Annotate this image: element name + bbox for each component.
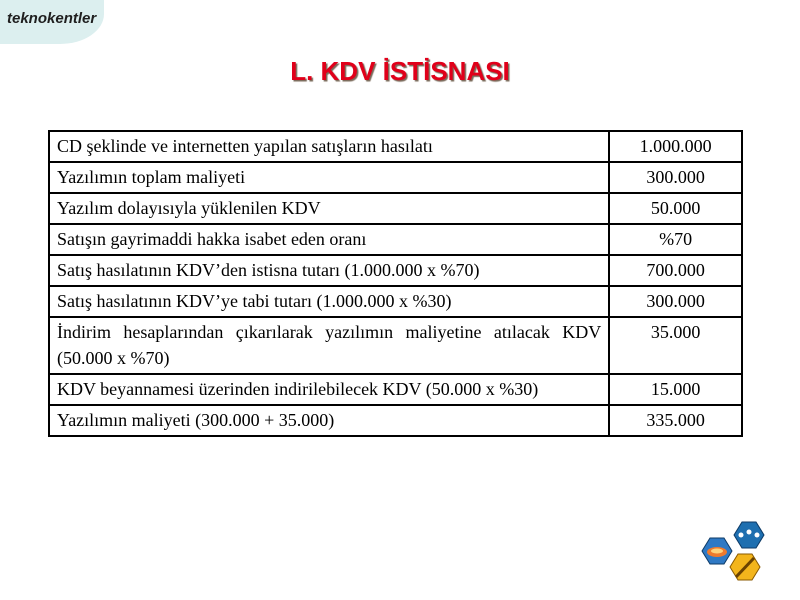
row-value: 335.000 xyxy=(609,405,742,436)
table-row xyxy=(49,255,742,286)
table-row xyxy=(49,374,742,405)
row-value: 35.000 xyxy=(609,317,742,374)
row-label: CD şeklinde ve internetten yapılan satışların hasılatı xyxy=(49,131,609,162)
table-row xyxy=(49,224,742,255)
row-label: İndirim hesaplarından çıkarılarak yazılımın maliyetine atılacak KDV (50.000 x %70) xyxy=(49,317,609,374)
row-value: 700.000 xyxy=(609,255,742,286)
brand-tab xyxy=(0,0,104,44)
row-label: Satışın gayrimaddi hakka isabet eden oranı xyxy=(49,224,609,255)
brand-name: teknokentler xyxy=(7,10,97,27)
row-label: Yazılımın toplam maliyeti xyxy=(49,162,609,193)
table-row xyxy=(49,131,742,162)
table-row xyxy=(49,405,742,436)
row-value: %70 xyxy=(609,224,742,255)
row-value: 1.000.000 xyxy=(609,131,742,162)
table-row xyxy=(49,193,742,224)
row-value: 15.000 xyxy=(609,374,742,405)
table-row xyxy=(49,317,742,374)
row-value: 300.000 xyxy=(609,162,742,193)
row-label: Satış hasılatının KDV’den istisna tutarı (1.000.000 x %70) xyxy=(49,255,609,286)
row-label: KDV beyannamesi üzerinden indirilebilecek KDV (50.000 x %30) xyxy=(49,374,609,405)
hexagon-logo-icon xyxy=(694,520,766,590)
slide-title: L. KDV İSTİSNASI xyxy=(290,56,510,86)
row-label: Yazılımın maliyeti (300.000 + 35.000) xyxy=(49,405,609,436)
row-value: 300.000 xyxy=(609,286,742,317)
table-row xyxy=(49,286,742,317)
vat-exemption-table xyxy=(48,130,743,437)
row-label: Yazılım dolayısıyla yüklenilen KDV xyxy=(49,193,609,224)
row-value: 50.000 xyxy=(609,193,742,224)
row-label: Satış hasılatının KDV’ye tabi tutarı (1.000.000 x %30) xyxy=(49,286,609,317)
table-row xyxy=(49,162,742,193)
